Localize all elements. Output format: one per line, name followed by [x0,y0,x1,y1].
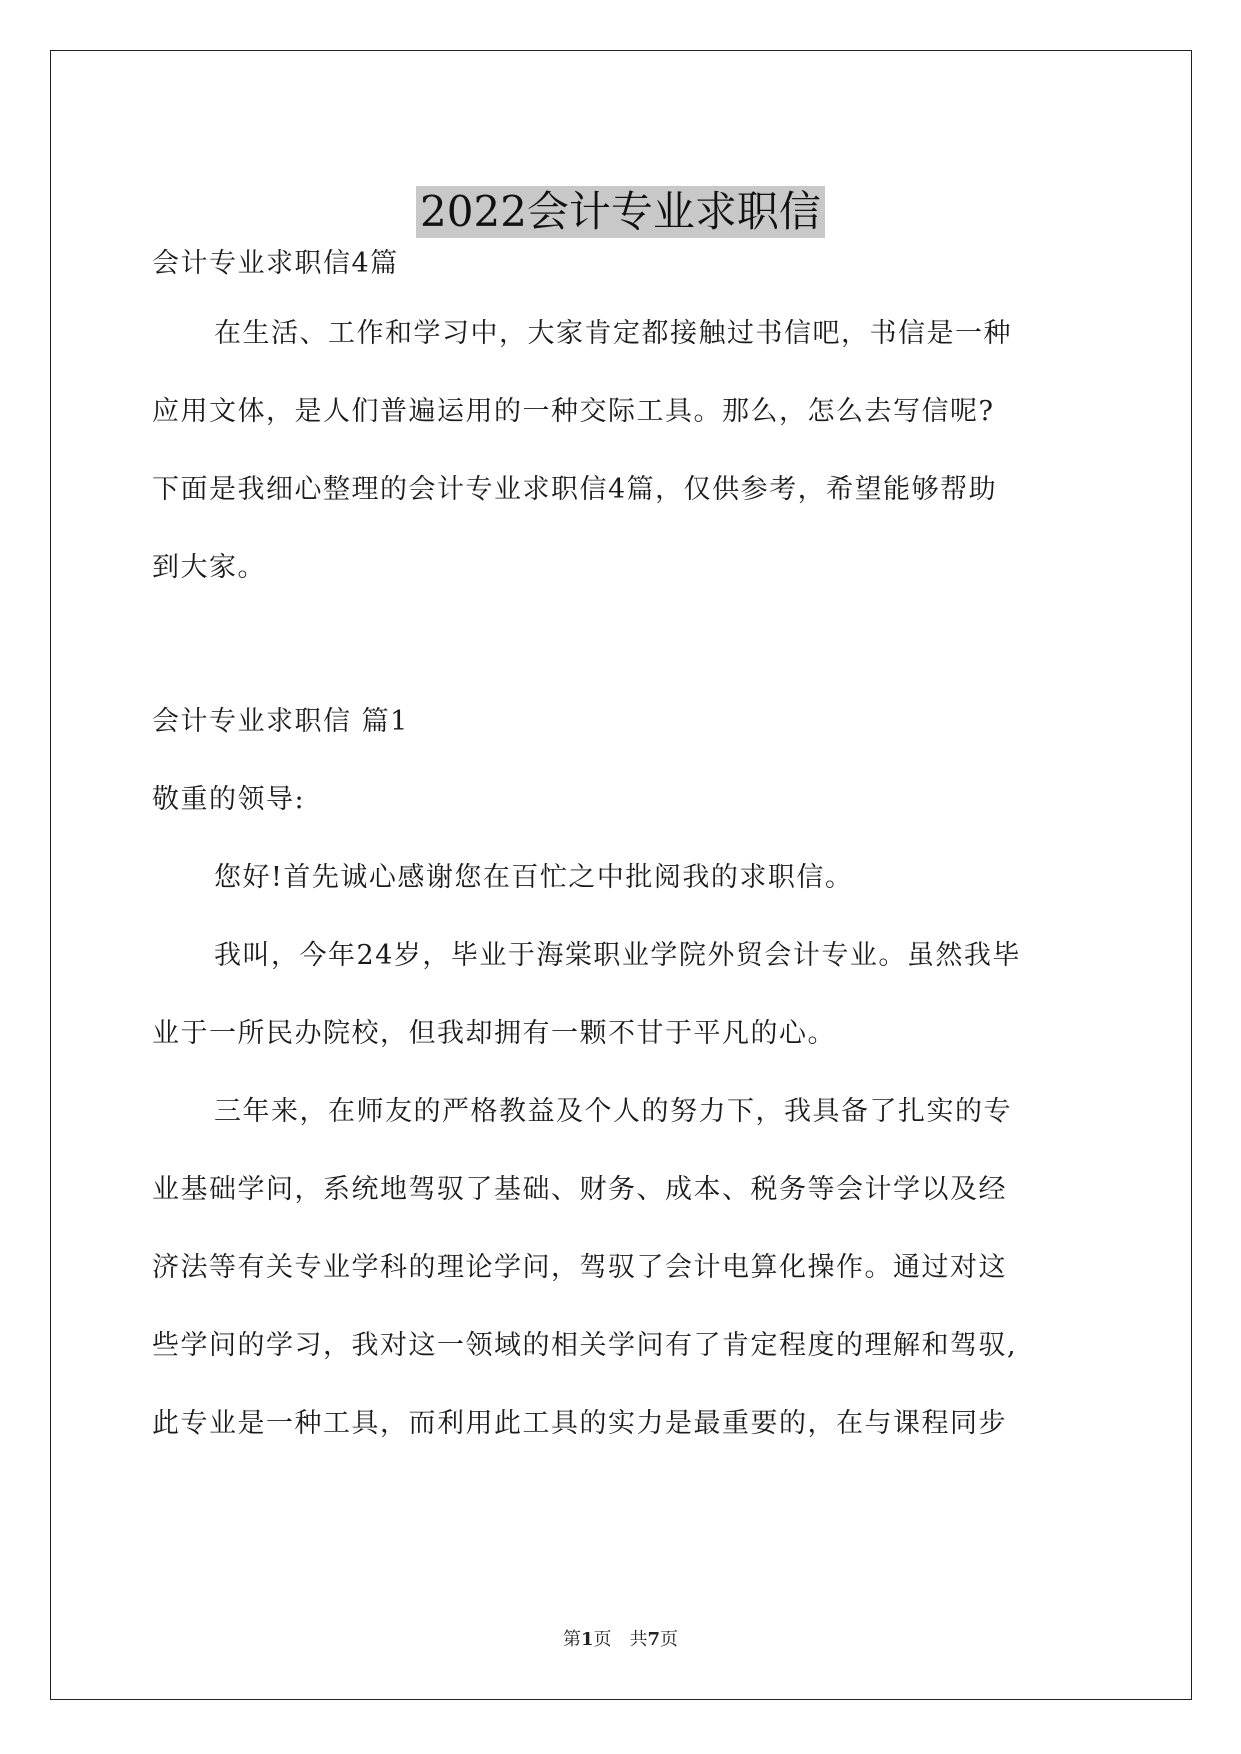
intro-line: 到大家。 [152,552,266,583]
intro-line: 下面是我细心整理的会计专业求职信4篇，仅供参考，希望能够帮助 [152,474,998,505]
intro-line: 应用文体，是人们普遍运用的一种交际工具。那么，怎么去写信呢? [152,396,995,427]
page-number: 1 [580,1629,594,1650]
body-line: 此专业是一种工具，而利用此工具的实力是最重要的，在与课程同步 [152,1408,1007,1439]
total-prefix: 共 [629,1629,648,1650]
document-title: 2022会计专业求职信 [416,186,825,238]
salutation: 敬重的领导: [152,784,306,815]
page-footer [0,1628,1241,1652]
body-line: 业基础学问，系统地驾驭了基础、财务、成本、税务等会计学以及经 [152,1174,1007,1205]
page-suffix: 页 [593,1629,612,1650]
body-line: 些学问的学习，我对这一领域的相关学问有了肯定程度的理解和驾驭, [152,1330,1018,1361]
body-line: 我叫，今年24岁，毕业于海棠职业学院外贸会计专业。虽然我毕 [214,940,1021,971]
intro-line: 在生活、工作和学习中，大家肯定都接触过书信吧，书信是一种 [214,318,1012,349]
body-line: 三年来，在师友的严格教益及个人的努力下，我具备了扎实的专 [214,1096,1012,1127]
document-subtitle: 会计专业求职信4篇 [152,248,399,279]
section-heading: 会计专业求职信 篇1 [152,706,409,737]
body-line: 济法等有关专业学科的理论学问，驾驭了会计电算化操作。通过对这 [152,1252,1007,1283]
total-suffix: 页 [660,1629,679,1650]
body-line: 业于一所民办院校，但我却拥有一颗不甘于平凡的心。 [152,1018,836,1049]
total-pages: 7 [647,1629,661,1650]
page-prefix: 第 [562,1629,581,1650]
body-line: 您好!首先诚心感谢您在百忙之中批阅我的求职信。 [214,862,854,893]
